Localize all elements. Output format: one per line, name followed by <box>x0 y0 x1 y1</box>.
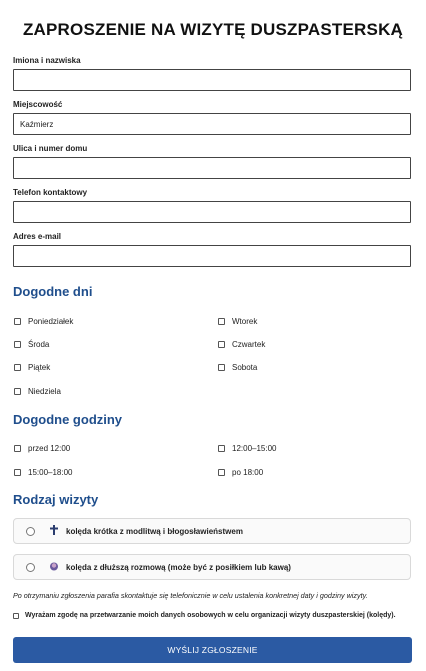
consent-checkbox[interactable] <box>13 612 396 619</box>
page-title: ZAPROSZENIE NA WIZYTĘ DUSZPASTERSKĄ <box>22 20 404 39</box>
email-field[interactable] <box>13 245 411 267</box>
visit-option-long[interactable] <box>13 554 411 580</box>
visit-type-heading: Rodzaj wizyty <box>13 492 99 507</box>
visit-option-label: kolęda z dłuższą rozmową (może być z posiłkiem lub kawą) <box>66 562 291 572</box>
hour-checkbox-before-12[interactable] <box>14 444 70 453</box>
day-label: Sobota <box>232 363 258 372</box>
checkbox-box[interactable] <box>14 469 21 476</box>
day-checkbox-sunday[interactable] <box>14 387 61 396</box>
name-label: Imiona i nazwiska <box>13 56 81 65</box>
street-label: Ulica i numer domu <box>13 144 88 153</box>
visit-option-short[interactable] <box>13 518 411 544</box>
checkbox-box[interactable] <box>218 445 225 452</box>
email-label: Adres e-mail <box>13 232 62 241</box>
checkbox-box[interactable] <box>13 613 19 619</box>
hour-label: 12:00–15:00 <box>232 444 277 453</box>
hour-checkbox-after-18[interactable] <box>218 468 263 477</box>
phone-label: Telefon kontaktowy <box>13 188 88 197</box>
day-checkbox-monday[interactable] <box>14 317 73 326</box>
hour-checkbox-12-15[interactable] <box>218 444 277 453</box>
day-label: Czwartek <box>232 340 266 349</box>
day-label: Niedziela <box>28 387 61 396</box>
checkbox-box[interactable] <box>14 364 21 371</box>
day-label: Wtorek <box>232 317 258 326</box>
submit-button[interactable]: WYŚLIJ ZGŁOSZENIE <box>13 637 412 663</box>
day-checkbox-saturday[interactable] <box>218 363 257 372</box>
checkbox-box[interactable] <box>14 388 21 395</box>
day-checkbox-wednesday[interactable] <box>14 340 49 349</box>
checkbox-box[interactable] <box>14 341 21 348</box>
street-field[interactable] <box>13 157 411 179</box>
coffee-icon <box>49 561 59 573</box>
hour-label: 15:00–18:00 <box>28 468 73 477</box>
radio-button[interactable] <box>26 563 35 572</box>
days-heading: Dogodne dni <box>13 284 93 299</box>
day-label: Piątek <box>28 363 51 372</box>
checkbox-box[interactable] <box>218 318 225 325</box>
visit-option-label: kolęda krótka z modlitwą i błogosławieństwem <box>66 526 243 536</box>
hours-heading: Dogodne godziny <box>13 412 123 427</box>
day-label: Poniedziałek <box>28 317 74 326</box>
town-label: Miejscowość <box>13 100 63 109</box>
checkbox-box[interactable] <box>218 364 225 371</box>
day-checkbox-thursday[interactable] <box>218 340 265 349</box>
phone-field[interactable] <box>13 201 411 223</box>
consent-label: Wyrażam zgodę na przetwarzanie moich danych osobowych w celu organizacji wizyty duszpasterskiej (kolędy). <box>25 612 396 619</box>
day-checkbox-friday[interactable] <box>14 363 50 372</box>
name-field[interactable] <box>13 69 411 91</box>
day-label: Środa <box>28 340 50 349</box>
cross-icon <box>49 525 59 537</box>
checkbox-box[interactable] <box>14 318 21 325</box>
hour-checkbox-15-18[interactable] <box>14 468 73 477</box>
day-checkbox-tuesday[interactable] <box>218 317 257 326</box>
hour-label: przed 12:00 <box>28 444 71 453</box>
radio-button[interactable] <box>26 527 35 536</box>
checkbox-box[interactable] <box>218 469 225 476</box>
info-text: Po otrzymaniu zgłoszenia parafia skontaktuje się telefonicznie w celu ustalenia konkretnej daty i godziny wizyty. <box>13 591 368 600</box>
checkbox-box[interactable] <box>218 341 225 348</box>
town-field[interactable] <box>13 113 411 135</box>
checkbox-box[interactable] <box>14 445 21 452</box>
hour-label: po 18:00 <box>232 468 264 477</box>
